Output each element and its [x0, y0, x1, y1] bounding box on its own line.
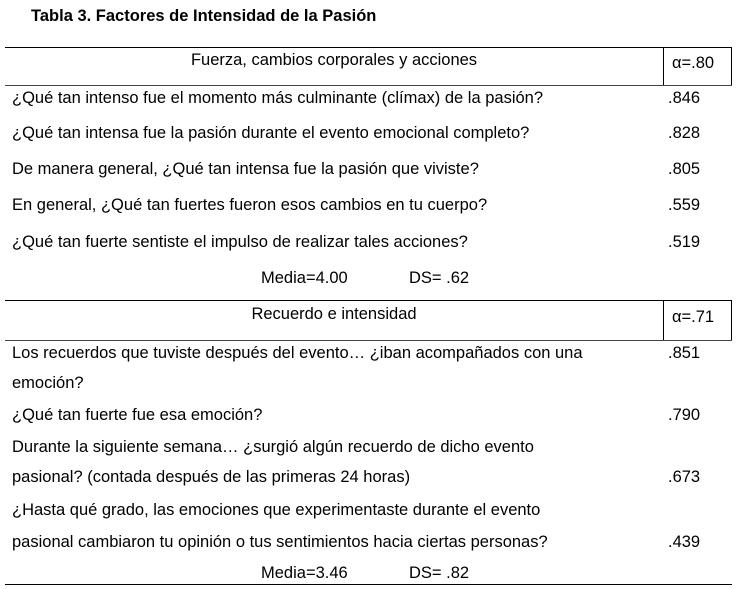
section-2-mean: Media=3.46 [261, 564, 348, 582]
item-1-4-question: En general, ¿Qué tan fuertes fueron esos cambios en tu cuerpo? [12, 196, 488, 214]
table-bottom-rule [5, 584, 732, 585]
section-1-alpha: α=.80 [672, 54, 715, 72]
item-2-4-loading: .439 [668, 533, 701, 551]
item-1-4-loading: .559 [668, 196, 701, 214]
item-1-5-question: ¿Qué tan fuerte sentiste el impulso de realizar tales acciones? [12, 233, 468, 251]
item-2-3-question-line-1: Durante la siguiente semana… ¿surgió algún recuerdo de dicho evento [12, 438, 534, 456]
item-2-3-loading: .673 [668, 468, 701, 486]
section-1-sd: DS= .62 [409, 269, 470, 287]
section-1-heading: Fuerza, cambios corporales y acciones [190, 51, 478, 69]
section-2-header-rule [5, 340, 732, 341]
section-1-alpha-divider [663, 47, 664, 85]
section-2-heading: Recuerdo e intensidad [251, 305, 417, 323]
item-1-1-loading: .846 [668, 89, 701, 107]
item-2-2-loading: .790 [668, 406, 701, 424]
section-2-alpha: α=.71 [672, 308, 715, 326]
item-2-1-question-line-2: emoción? [12, 374, 84, 392]
section-1-right-border [731, 47, 732, 85]
item-1-5-loading: .519 [668, 233, 701, 251]
section-2-right-border [731, 300, 732, 340]
section-1-mean: Media=4.00 [261, 269, 348, 287]
section-2-top-rule [5, 300, 732, 301]
item-2-2-question: ¿Qué tan fuerte fue esa emoción? [12, 406, 263, 424]
section-1-header-rule [5, 85, 732, 86]
item-2-1-question-line-1: Los recuerdos que tuviste después del evento… ¿iban acompañados con una [12, 344, 583, 362]
section-2-sd: DS= .82 [409, 564, 470, 582]
item-1-2-loading: .828 [668, 124, 701, 142]
section-1-top-rule [5, 47, 732, 48]
item-1-3-question: De manera general, ¿Qué tan intensa fue la pasión que viviste? [12, 160, 479, 178]
item-1-1-question: ¿Qué tan intenso fue el momento más culminante (clímax) de la pasión? [12, 89, 544, 107]
item-2-1-loading: .851 [668, 344, 701, 362]
item-2-4-question-line-1: ¿Hasta qué grado, las emociones que experimentaste durante el evento [12, 501, 541, 519]
item-2-3-question-line-2: pasional? (contada después de las primeras 24 horas) [12, 468, 411, 486]
table-title: Tabla 3. Factores de Intensidad de la Pasión [31, 7, 377, 25]
item-2-4-question-line-2: pasional cambiaron tu opinión o tus sentimientos hacia ciertas personas? [12, 533, 548, 551]
section-2-alpha-divider [663, 300, 664, 340]
item-1-2-question: ¿Qué tan intensa fue la pasión durante el evento emocional completo? [12, 124, 530, 142]
item-1-3-loading: .805 [668, 160, 701, 178]
